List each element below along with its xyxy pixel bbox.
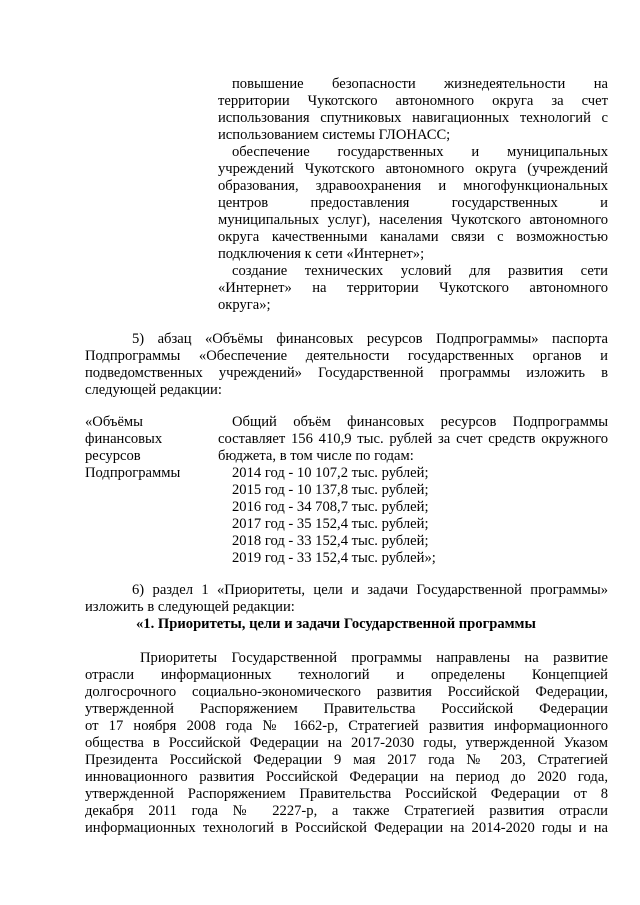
table-value-line: 2016 год - 34 708,7 тыс. рублей; <box>232 499 429 515</box>
text-line: центров предоставления государственных и <box>218 195 608 211</box>
text-line: 5) абзац «Объёмы финансовых ресурсов Подпрограммы» паспорта <box>132 331 608 347</box>
text-line: Приоритеты Государственной программы направлены на развитие <box>140 650 608 666</box>
text-line: округа»; <box>218 297 271 313</box>
text-line: информационных технологий в Российской Федерации на 2014-2020 годы и на <box>85 820 608 836</box>
text-line: отрасли информационных технологий и определены Концепцией <box>85 667 608 683</box>
text-line: использованием системы ГЛОНАСС; <box>218 127 451 143</box>
text-line: утвержденной Распоряжением Правительства Российской Федерации от 8 <box>85 786 608 802</box>
text-line: долгосрочного социально-экономического развития Российской Федерации, <box>85 684 608 700</box>
table-value-line: 2015 год - 10 137,8 тыс. рублей; <box>232 482 429 498</box>
table-value-line: бюджета, в том числе по годам: <box>218 448 414 464</box>
table-value-line: 2019 год - 33 152,4 тыс. рублей»; <box>232 550 436 566</box>
text-line: повышение безопасности жизнедеятельности на <box>232 76 608 92</box>
text-line: обеспечение государственных и муниципальных <box>232 144 608 160</box>
table-value-line: 2017 год - 35 152,4 тыс. рублей; <box>232 516 429 532</box>
text-line: утвержденной Распоряжением Правительства Российской Федерации <box>85 701 608 717</box>
text-line: следующей редакции: <box>85 382 222 398</box>
text-line: от 17 ноября 2008 года № 1662-р, Стратегией развития информационного <box>85 718 608 734</box>
text-line: подведомственных учреждений» Государственной программы изложить в <box>85 365 608 381</box>
text-line: «Интернет» на территории Чукотского автономного <box>218 280 608 296</box>
table-value-line: 2014 год - 10 107,2 тыс. рублей; <box>232 465 429 481</box>
text-line: территории Чукотского автономного округа за счет <box>218 93 608 109</box>
table-label-line: Подпрограммы <box>85 465 181 481</box>
text-line: учреждений Чукотского автономного округа (учреждений <box>218 161 608 177</box>
text-line: общества в Российской Федерации на 2017-2030 годы, утвержденной Указом <box>85 735 608 751</box>
table-label-line: «Объёмы <box>85 414 143 430</box>
table-value-line: составляет 156 410,9 тыс. рублей за счет средств окружного <box>218 431 608 447</box>
text-line: образования, здравоохранения и многофункциональных <box>218 178 608 194</box>
text-line: инновационного развития Российской Федерации на период до 2020 года, <box>85 769 608 785</box>
text-line: муниципальных услуг), населения Чукотского автономного <box>218 212 608 228</box>
text-line: декабря 2011 года № 2227-р, а также Стратегией развития отрасли <box>85 803 608 819</box>
section-heading: «1. Приоритеты, цели и задачи Государственной программы <box>136 616 536 632</box>
text-line: 6) раздел 1 «Приоритеты, цели и задачи Государственной программы» <box>132 582 608 598</box>
text-line: округа качественными каналами связи с возможностью <box>218 229 608 245</box>
table-value-line: Общий объём финансовых ресурсов Подпрограммы <box>232 414 608 430</box>
text-line: использования спутниковых навигационных технологий с <box>218 110 608 126</box>
text-line: подключения к сети «Интернет»; <box>218 246 425 262</box>
table-value-line: 2018 год - 33 152,4 тыс. рублей; <box>232 533 429 549</box>
text-line: Президента Российской Федерации 9 мая 2017 года № 203, Стратегией <box>85 752 608 768</box>
table-label-line: финансовых <box>85 431 163 447</box>
text-line: изложить в следующей редакции: <box>85 599 295 615</box>
table-label-line: ресурсов <box>85 448 141 464</box>
text-line: создание технических условий для развития сети <box>232 263 608 279</box>
text-line: Подпрограммы «Обеспечение деятельности государственных органов и <box>85 348 608 364</box>
